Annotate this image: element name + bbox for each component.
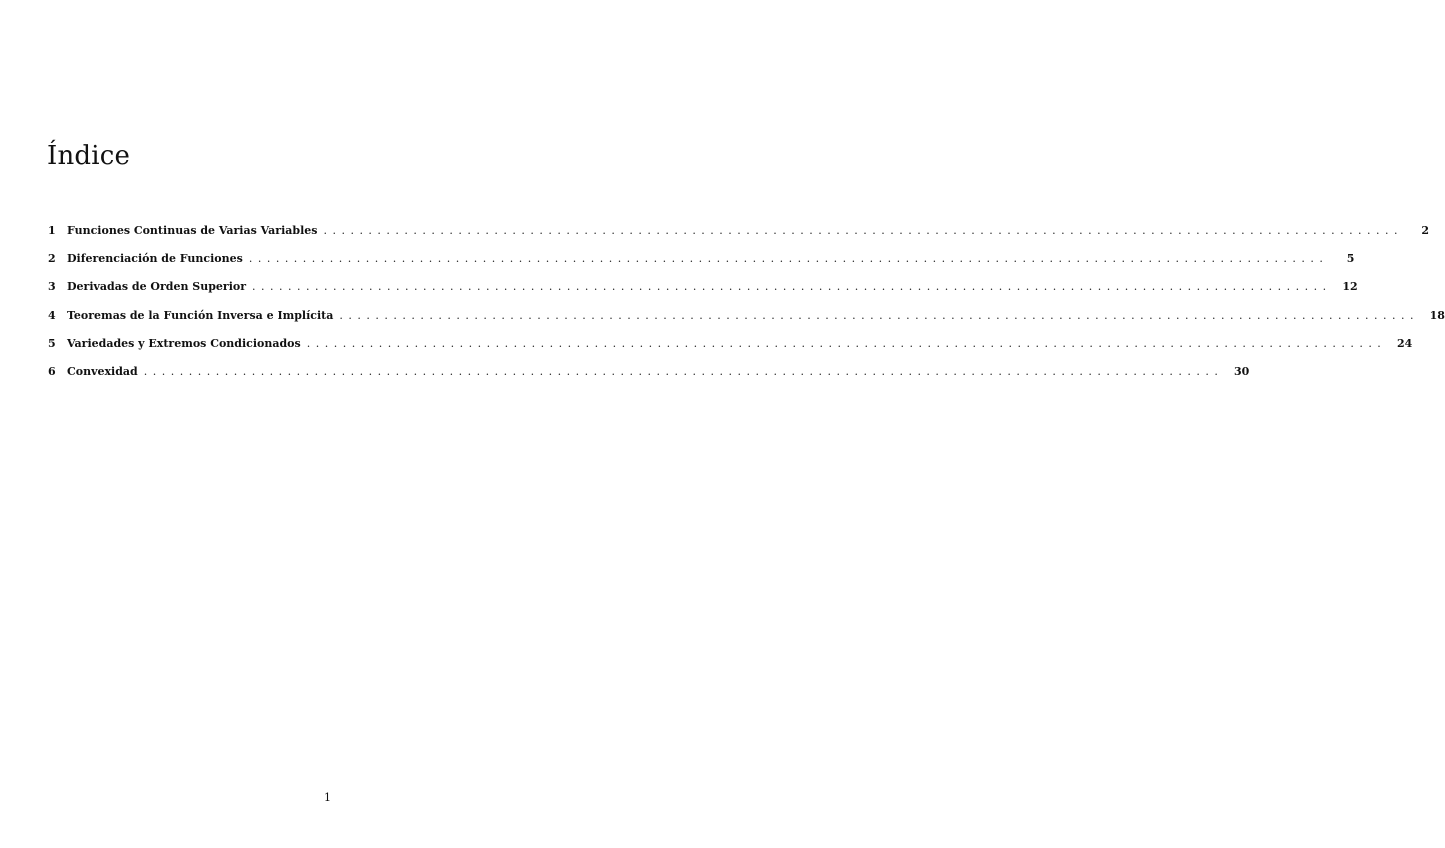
toc-entry-number: 6 [48, 364, 56, 378]
page-number: 1 [324, 791, 331, 804]
toc-dot-leader: ........................................................................................................................ [143, 364, 1224, 378]
toc-dot-leader: ........................................................................................................................ [306, 336, 1387, 350]
toc-entry[interactable] [48, 334, 1413, 362]
toc-dot-leader: ........................................................................................................................ [248, 252, 1329, 266]
toc-entry[interactable] [48, 306, 1445, 334]
toc-entry-page: 18 [1429, 308, 1445, 322]
toc-entry-title: Variedades y Extremos Condicionados [67, 336, 301, 350]
toc-entry[interactable] [48, 277, 1358, 305]
toc-dot-leader: ........................................................................................................................ [339, 308, 1419, 322]
toc-entry-title: Derivadas de Orden Superior [67, 280, 247, 294]
page-title: Índice [47, 141, 131, 171]
toc-entry-number: 4 [48, 308, 56, 322]
toc-entry-title: Funciones Continuas de Varias Variables [67, 224, 318, 237]
toc-entry-number: 3 [48, 280, 56, 294]
toc-entry-title: Teoremas de la Función Inversa e Implícita [67, 308, 334, 322]
toc-entry-page: 24 [1397, 336, 1413, 350]
toc-entry[interactable] [48, 221, 1430, 249]
toc-entry-title: Convexidad [67, 364, 138, 378]
toc-entry-number: 5 [48, 336, 56, 350]
toc-dot-leader: ........................................................................................................................ [252, 280, 1332, 294]
table-of-contents [48, 221, 1445, 390]
toc-entry[interactable] [48, 362, 1250, 390]
toc-entry-page: 30 [1234, 364, 1250, 378]
toc-entry-title: Diferenciación de Funciones [67, 252, 243, 266]
toc-entry-page: 12 [1342, 280, 1358, 294]
toc-entry-number: 1 [48, 224, 56, 237]
toc-entry-number: 2 [48, 252, 56, 266]
toc-entry[interactable] [48, 249, 1355, 277]
toc-entry-page: 5 [1346, 252, 1355, 266]
toc-entry-page: 2 [1421, 224, 1430, 237]
toc-dot-leader: ........................................................................................................................ [323, 224, 1404, 237]
